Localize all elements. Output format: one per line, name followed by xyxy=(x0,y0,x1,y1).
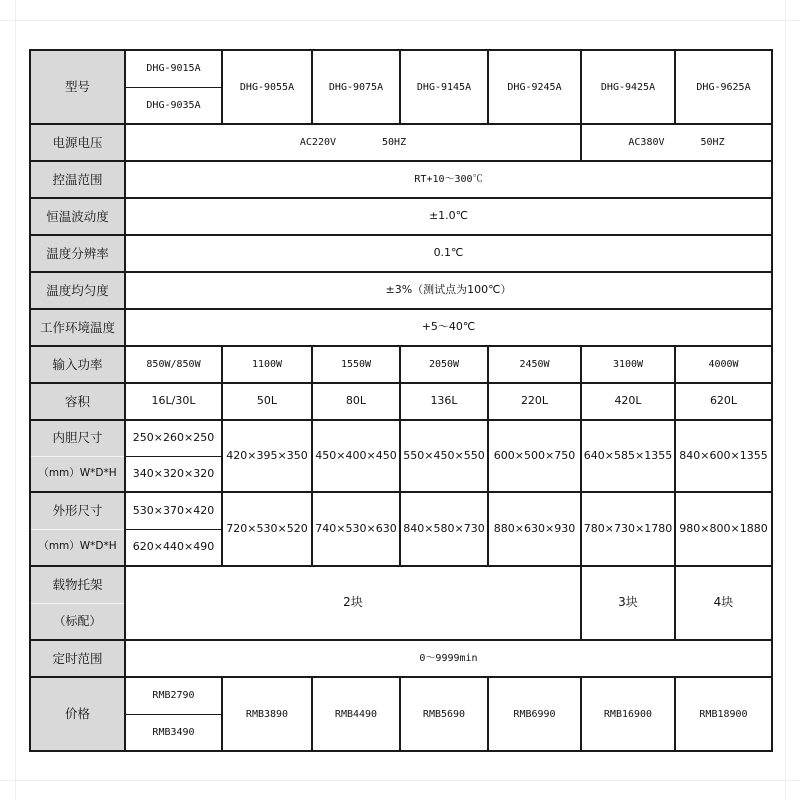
row-header-temp-range: 控温范围 xyxy=(30,161,125,198)
cell-price: RMB16900 xyxy=(581,677,675,751)
sheet-gridline xyxy=(0,780,800,781)
cell-volume: 50L xyxy=(222,383,312,420)
cell-inner-size: 420×395×350 xyxy=(222,420,312,492)
cell-power: 4000W xyxy=(675,346,772,383)
row-header-shelves: 载物托架 xyxy=(30,566,125,603)
cell-price: RMB5690 xyxy=(400,677,488,751)
table-row-inner-size xyxy=(30,420,772,456)
cell-model-9425a: DHG-9425A xyxy=(581,50,675,124)
cell-shelves-9625a: 4块 xyxy=(675,566,772,640)
row-header-temp-fluctuation: 恒温波动度 xyxy=(30,198,125,235)
row-header-outer-size: 外形尺寸 xyxy=(30,492,125,529)
cell-model-9035a: DHG-9035A xyxy=(125,87,222,124)
row-header-timer: 定时范围 xyxy=(30,640,125,677)
row-header-temp-resolution: 温度分辨率 xyxy=(30,235,125,272)
row-header-price: 价格 xyxy=(30,677,125,751)
cell-inner-size: 840×600×1355 xyxy=(675,420,772,492)
cell-inner-size-9035a: 340×320×320 xyxy=(125,456,222,492)
cell-inner-size: 640×585×1355 xyxy=(581,420,675,492)
table-row-voltage xyxy=(30,124,772,161)
table-row-ambient-temp xyxy=(30,309,772,346)
cell-inner-size: 600×500×750 xyxy=(488,420,581,492)
table-row-price xyxy=(30,677,772,714)
sheet-gridline xyxy=(15,0,16,800)
voltage-380-freq: 50HZ xyxy=(700,137,725,148)
cell-outer-size: 880×630×930 xyxy=(488,492,581,566)
cell-voltage-220 xyxy=(125,124,581,161)
cell-power: 850W/850W xyxy=(125,346,222,383)
cell-power: 1100W xyxy=(222,346,312,383)
row-header-shelves-standard: （标配） xyxy=(30,603,125,640)
cell-model-9245a: DHG-9245A xyxy=(488,50,581,124)
cell-outer-size: 980×800×1880 xyxy=(675,492,772,566)
cell-volume: 136L xyxy=(400,383,488,420)
cell-outer-size: 720×530×520 xyxy=(222,492,312,566)
row-header-inner-size-unit: （mm）W*D*H xyxy=(30,456,125,492)
cell-price: RMB3890 xyxy=(222,677,312,751)
cell-volume: 620L xyxy=(675,383,772,420)
cell-outer-size-9015a: 530×370×420 xyxy=(125,492,222,529)
row-header-temp-uniformity: 温度均匀度 xyxy=(30,272,125,309)
table-row-temp-uniformity xyxy=(30,272,772,309)
cell-model-9145a: DHG-9145A xyxy=(400,50,488,124)
voltage-220-value: AC220V xyxy=(299,137,337,148)
row-header-outer-size-unit: （mm）W*D*H xyxy=(30,529,125,566)
cell-timer: 0～9999min xyxy=(125,640,772,677)
cell-shelves-9425a: 3块 xyxy=(581,566,675,640)
cell-price: RMB18900 xyxy=(675,677,772,751)
cell-volume: 80L xyxy=(312,383,400,420)
cell-inner-size: 450×400×450 xyxy=(312,420,400,492)
row-header-volume: 容积 xyxy=(30,383,125,420)
cell-power: 2450W xyxy=(488,346,581,383)
row-header-ambient-temp: 工作环境温度 xyxy=(30,309,125,346)
row-header-inner-size: 内胆尺寸 xyxy=(30,420,125,456)
cell-model-9625a: DHG-9625A xyxy=(675,50,772,124)
row-header-power: 输入功率 xyxy=(30,346,125,383)
voltage-380-value: AC380V xyxy=(628,137,665,148)
cell-power: 3100W xyxy=(581,346,675,383)
table-row-temp-resolution xyxy=(30,235,772,272)
cell-temp-resolution: 0.1℃ xyxy=(125,235,772,272)
table-row-timer xyxy=(30,640,772,677)
cell-outer-size-9035a: 620×440×490 xyxy=(125,529,222,566)
cell-temp-uniformity: ±3%（测试点为100℃） xyxy=(125,272,772,309)
cell-model-9055a: DHG-9055A xyxy=(222,50,312,124)
cell-inner-size-9015a: 250×260×250 xyxy=(125,420,222,456)
cell-inner-size: 550×450×550 xyxy=(400,420,488,492)
cell-price: RMB6990 xyxy=(488,677,581,751)
cell-voltage-380 xyxy=(581,124,772,161)
cell-model-9015a: DHG-9015A xyxy=(125,50,222,87)
cell-volume: 16L/30L xyxy=(125,383,222,420)
cell-price-9015a: RMB2790 xyxy=(125,677,222,714)
row-header-model: 型号 xyxy=(30,50,125,124)
table-row-volume xyxy=(30,383,772,420)
table-row-outer-size xyxy=(30,492,772,529)
cell-temp-fluctuation: ±1.0℃ xyxy=(125,198,772,235)
table-row-power xyxy=(30,346,772,383)
cell-temp-range: RT+10～300℃ xyxy=(125,161,772,198)
cell-model-9075a: DHG-9075A xyxy=(312,50,400,124)
table-row-shelves xyxy=(30,566,772,603)
table-row-temp-fluctuation xyxy=(30,198,772,235)
voltage-220-freq: 50HZ xyxy=(382,137,407,148)
table-row-temp-range xyxy=(30,161,772,198)
spec-table xyxy=(29,49,773,752)
cell-shelves-small: 2块 xyxy=(125,566,581,640)
table-row-model xyxy=(30,50,772,87)
cell-outer-size: 780×730×1780 xyxy=(581,492,675,566)
cell-price: RMB4490 xyxy=(312,677,400,751)
cell-power: 1550W xyxy=(312,346,400,383)
sheet-gridline xyxy=(0,20,800,21)
cell-volume: 420L xyxy=(581,383,675,420)
cell-outer-size: 840×580×730 xyxy=(400,492,488,566)
row-header-voltage: 电源电压 xyxy=(30,124,125,161)
cell-power: 2050W xyxy=(400,346,488,383)
cell-price-9035a: RMB3490 xyxy=(125,714,222,751)
cell-outer-size: 740×530×630 xyxy=(312,492,400,566)
cell-ambient-temp: +5～40℃ xyxy=(125,309,772,346)
sheet-gridline xyxy=(785,0,786,800)
cell-volume: 220L xyxy=(488,383,581,420)
